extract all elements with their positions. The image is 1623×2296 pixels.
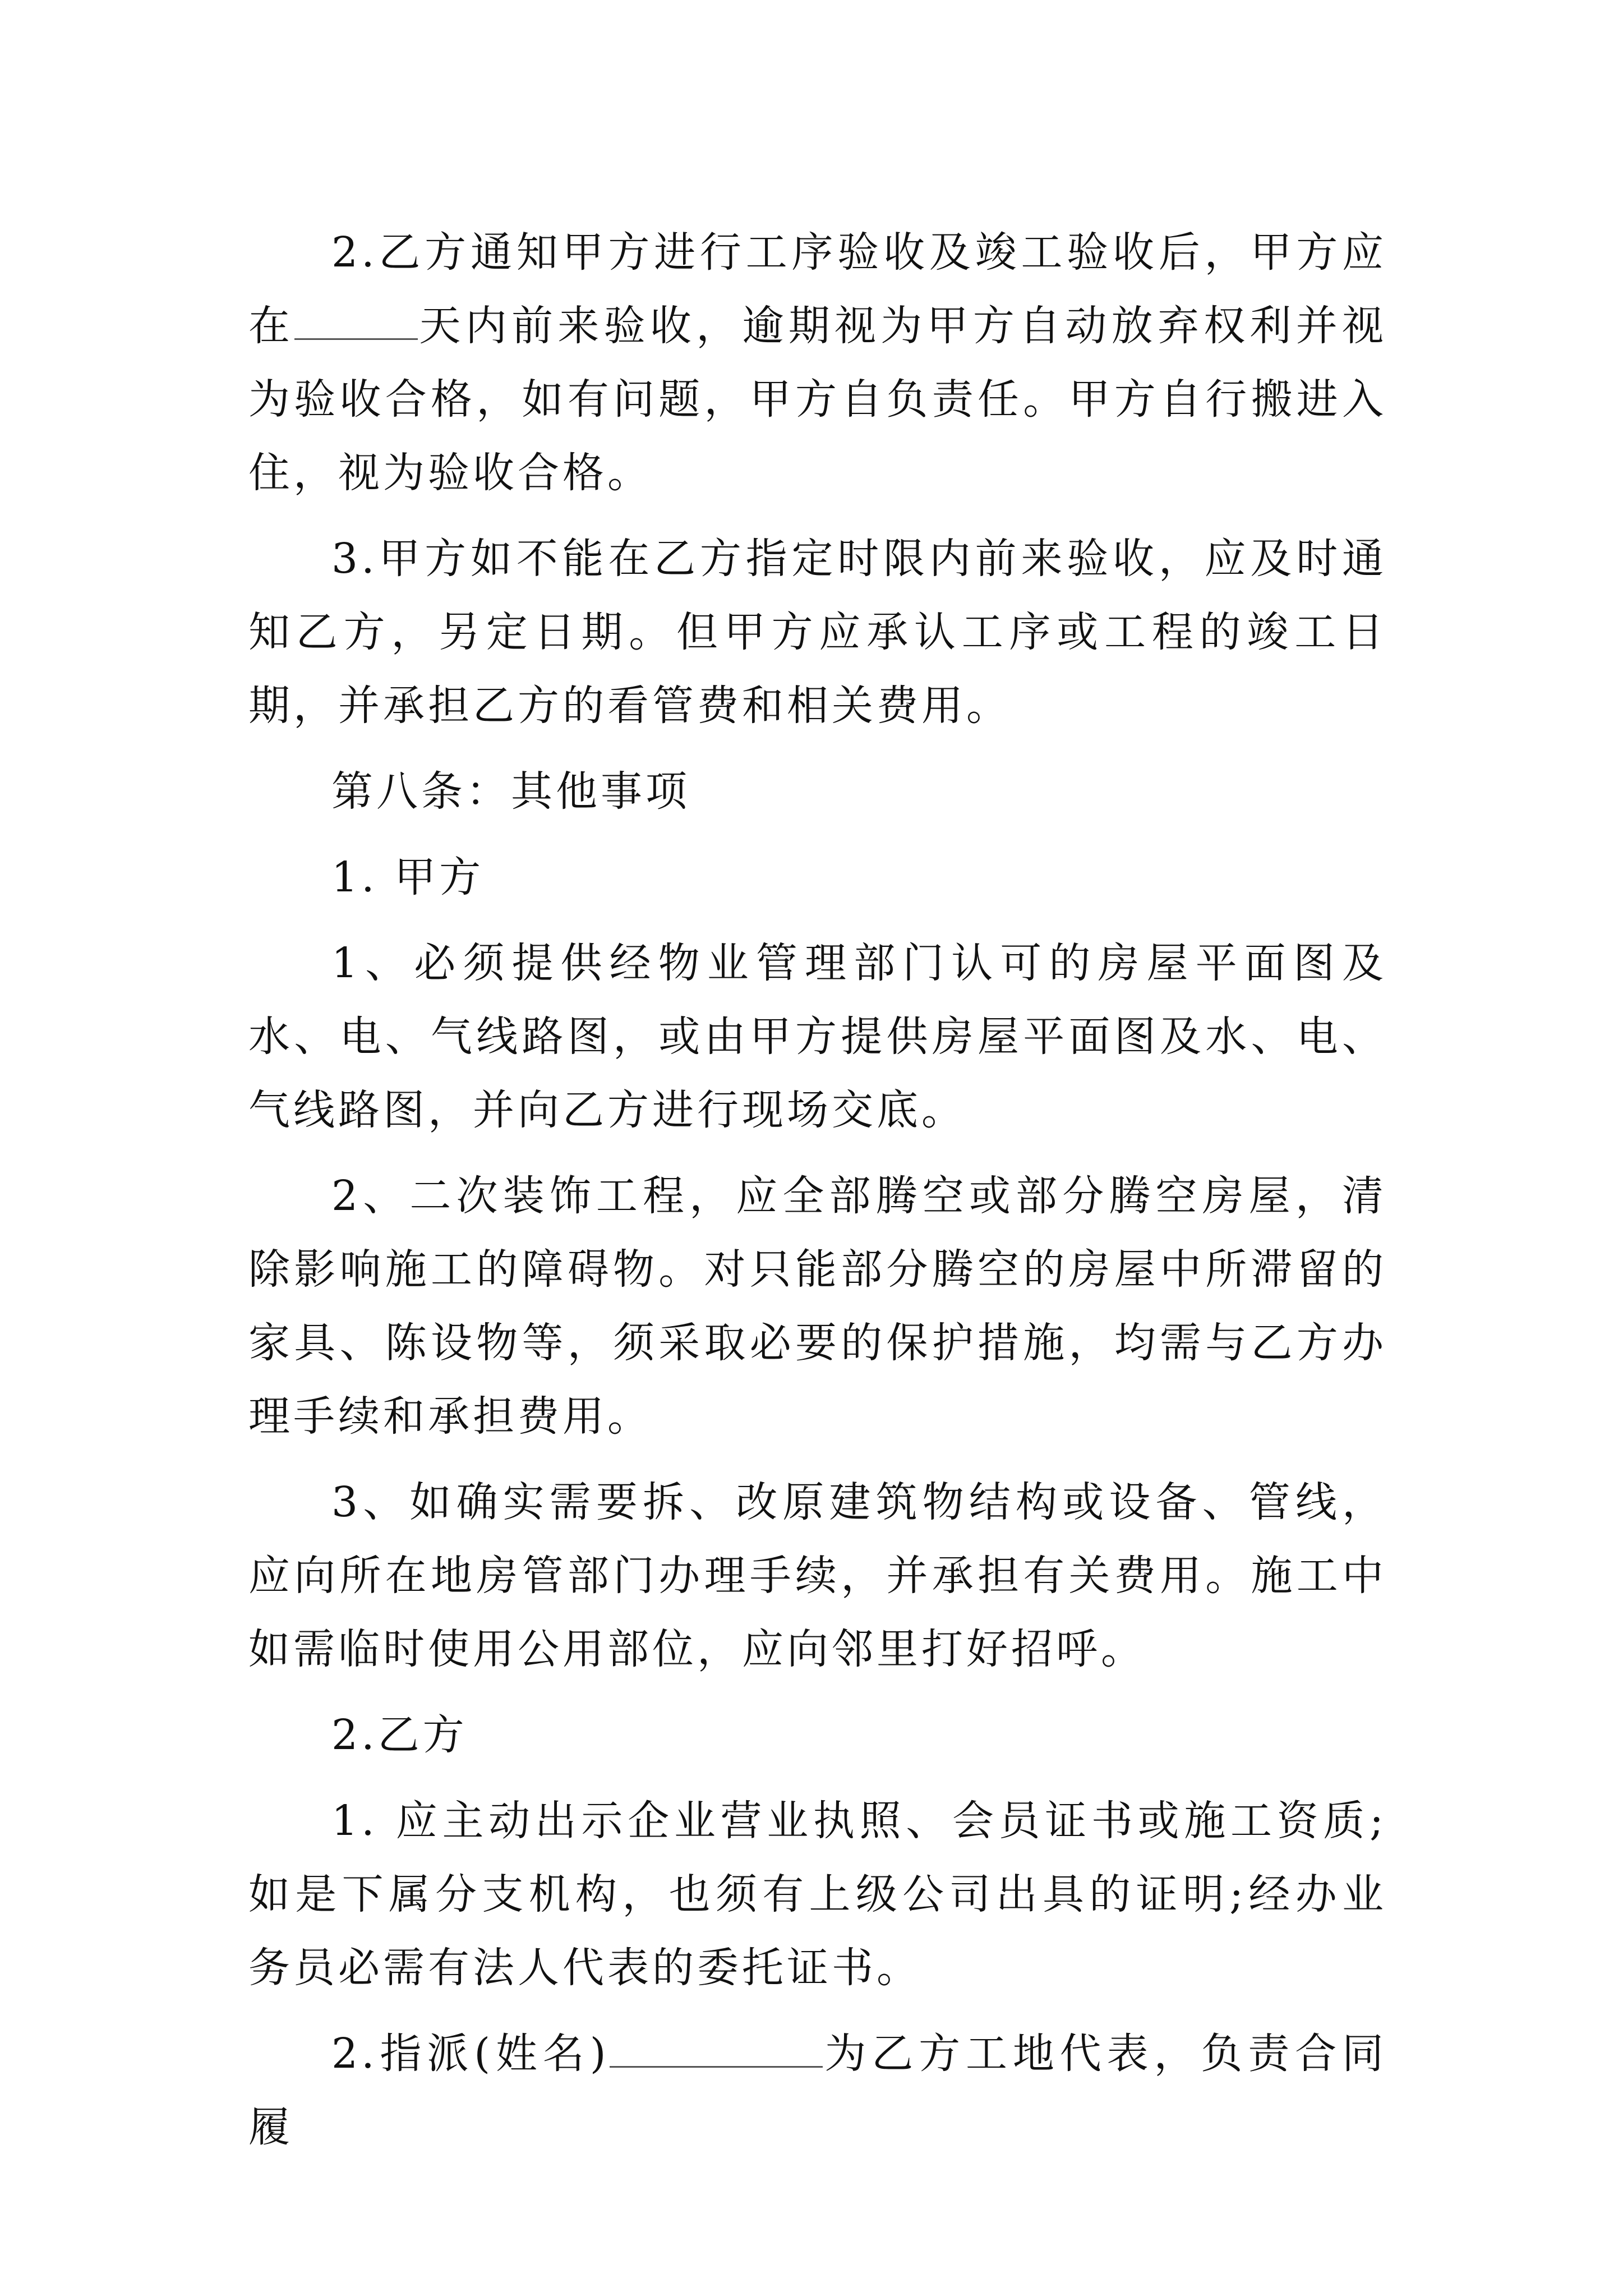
blank-days-field [294,305,418,340]
paragraph-text: 2.乙方通知甲方进行工序验收及竣工验收后，甲方应在 [248,228,1387,350]
paragraph-text: 为乙方工地代表，负责合同履 [248,2030,1387,2151]
party-b-item-2 [248,2017,1387,2164]
blank-name-field [610,2032,823,2068]
party-a-heading: 1. 甲方 [331,853,485,901]
paragraph-acceptance-delay: 3.甲方如不能在乙方指定时限内前来验收，应及时通知乙方，另定日期。但甲方应承认工序或工程的竣工日期，并承担乙方的看管费和相关费用。 [248,535,1387,730]
party-a-item-1: 1、必须提供经物业管理部门认可的房屋平面图及水、电、气线路图，或由甲方提供房屋平面图及水、电、气线路图，并向乙方进行现场交底。 [248,939,1387,1134]
paragraph-acceptance-notice [248,216,1387,510]
paragraph-text: 2.指派(姓名) [331,2030,610,2078]
document-body [248,216,1387,2164]
party-b-item-1: 1. 应主动出示企业营业执照、会员证书或施工资质;如是下属分支机构，也须有上级公司出具的证明;经办业务员必需有法人代表的委托证书。 [248,1797,1387,1992]
party-b-heading: 2.乙方 [331,1711,468,1759]
party-a-item-3: 3、如确实需要拆、改原建筑物结构或设备、管线，应向所在地房管部门办理手续，并承担有关费用。施工中如需临时使用公用部位，应向邻里打好招呼。 [248,1478,1387,1673]
party-a-item-2: 2、二次装饰工程，应全部腾空或部分腾空房屋，清除影响施工的障碍物。对只能部分腾空的房屋中所滞留的家具、陈设物等，须采取必要的保护措施，均需与乙方办理手续和承担费用。 [248,1172,1387,1441]
paragraph-text: 天内前来验收，逾期视为甲方自动放弃权利并视为验收合格，如有问题，甲方自负责任。甲方自行搬进入住，视为验收合格。 [248,302,1387,497]
section-heading-article-8: 第八条：其他事项 [331,767,690,816]
